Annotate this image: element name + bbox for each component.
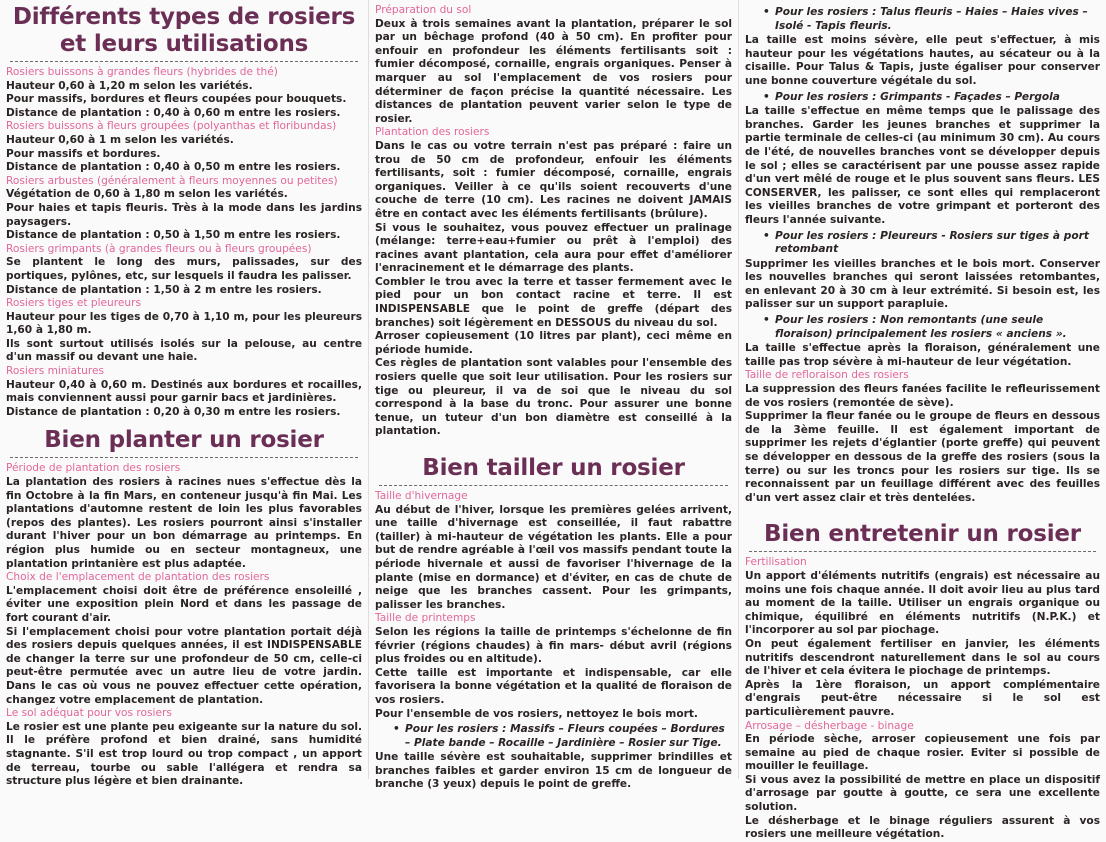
section-choix-emplacement (6, 571, 362, 707)
spacer (375, 439, 732, 455)
section-buissons-grandes-fleurs (6, 66, 362, 120)
paragraph: Arroser copieusement (10 litres par plant), ceci même en période humide. (375, 330, 732, 356)
types-title-line1: Différents types de rosiers (12, 4, 356, 30)
paragraph: Selon les régions la taille de printemps s'échelonne de fin février (régions chaudes) à fin mars- début avril (régions plus froides ou en altitude). (375, 625, 732, 666)
paragraph: Une taille sévère est souhaitable, supprimer brindilles et branches faibles et garder environ 15 cm de longueur de branche (3 yeux) depuis le point de greffe. (375, 751, 732, 791)
subheading: Le sol adéquat pour vos rosiers (6, 707, 172, 720)
section-taille-printemps (375, 612, 732, 792)
paragraph: Cette taille est importante et indispensable, car elle favorisera la bonne végétation et la qualité de floraison de vos rosiers. (375, 666, 732, 706)
subheading: Taille de refloraison des rosiers (745, 369, 909, 382)
paragraph: Hauteur 0,40 à 0,60 m. Destinés aux bordures et rocailles, mais conviennent aussi pour garnir bacs et jardinières. (6, 378, 362, 405)
section-periode-plantation (6, 462, 362, 571)
bullet-item: • Pour les rosiers : Non remontants (une seule floraison) principalement les rosiers « anciens ». (745, 314, 1100, 341)
section-preparation-sol (375, 4, 732, 126)
paragraph: Pour massifs, bordures et fleurs coupées pour bouquets. (6, 93, 347, 106)
subheading: Arrosage – désherbage - binage (745, 719, 914, 732)
paragraph: Ces règles de plantation sont valables pour l'ensemble des rosiers quelle que soit leur utilisation. Pour les rosiers sur tige ou pleureur, il va de soi que le niveau du sol correspond à la base du tronc. Pour assurer une bonne tenue, un tuteur d'un bon diamètre est conseillé à la plantation. (375, 357, 732, 438)
paragraph: Pour l'ensemble de vos rosiers, nettoyez le bois mort. (375, 707, 698, 720)
paragraph: Végétation de 0,60 à 1,80 m selon les variétés. (6, 188, 288, 201)
dashed-divider (749, 551, 1096, 552)
paragraph: La plantation des rosiers à racines nues s'effectue dès la fin Octobre à la fin Mars, en conteneur jusqu'à fin Mai. Les plantations d'automne restent de loin les plus favorables (repos des plantes). Les rosiers pourront ainsi s'installer durant l'hiver pour un bon démarrage au printemps. En région plus humide ou en secteur montagneux, une plantation printanière est plus adaptée. (6, 476, 362, 570)
bullet-item: • Pour les rosiers : Pleureurs - Rosiers sur tiges à port retombant (745, 230, 1100, 257)
paragraph: Supprimer les vieilles branches et le bois mort. Conserver les nouvelles branches qui seront laissées retombantes, en enlevant 20 à 30 cm à leur extrémité. Si besoin est, les palisser sur un support parapluie. (745, 257, 1100, 311)
paragraph: Pour haies et tapis fleuris. Très à la mode dans les jardins paysagers. (6, 201, 362, 228)
column-1 (0, 0, 368, 788)
paragraph: Distance de plantation : 0,40 à 0,50 m entre les rosiers. (6, 161, 341, 174)
paragraph: La taille s'effectue en même temps que le palissage des branches. Garder les jeunes branches et supprimer la partie terminale de celles-ci (au minimum 30 cm). Au cours de l'été, de nouvelles branches vont se développer depuis le sol ; elles se caractérisent par une pousse assez rapide d'un vert mêlé de rouge et le plus souvent sans fleurs. LES CONSERVER, les palisser, ce sont elles qui remplaceront les vieilles branches de votre grimpant et porteront des fleurs l'année suivante. (745, 105, 1100, 226)
subheading: Rosiers buissons à grandes fleurs (hybrides de thé) (6, 66, 278, 78)
paragraph: Combler le trou avec la terre et tasser fermement avec le pied pour un bon contact racine et terre. Il est INDISPENSABLE que le point de greffe (départ des branches) soit légèrement en DESSOUS du niveau du sol. (375, 275, 732, 329)
spacer (6, 419, 362, 427)
section-tiges-pleureurs (6, 297, 362, 365)
subheading: Préparation du sol (375, 4, 472, 16)
paragraph: Un apport d'éléments nutritifs (engrais) est nécessaire au moins une fois chaque année. Il doit avoir lieu au plus tard au moment de la taille. Utiliser un engrais organique ou chimique, équilibré en éléments nutritifs (N.P.K.) et l'incorporer au sol par piochage. (745, 569, 1100, 637)
paragraph: L'emplacement choisi doit être de préférence ensoleillé , éviter une exposition plein Nord et dans les passage de fort courant d'air. (6, 584, 362, 624)
paragraph: Hauteur pour les tiges de 0,70 à 1,10 m, pour les pleureurs 1,60 à 1,80 m. (6, 310, 362, 337)
column-2 (368, 0, 738, 791)
section-arbustes (6, 175, 362, 243)
dashed-divider (10, 457, 358, 458)
subheading: Choix de l'emplacement de plantation des rosiers (6, 571, 270, 584)
paragraph: La taille s'effectue après la floraison, généralement une taille pas trop sévère à mi-hauteur de leur végétation. (745, 342, 1100, 368)
paragraph: Deux à trois semaines avant la plantation, préparer le sol par un bêchage profond (40 à 50 cm). En profiter pour enfouir en profondeur les éléments fertilisants soit : fumier décomposé, cornaille, engrais organiques. Penser à marquer au sol l'emplacement de vos rosiers pour déterminer de façon précise la quantité nécessaire. Les distances de plantation peuvent varier selon le type de rosier. (375, 17, 732, 125)
column-3 (738, 0, 1106, 841)
paragraph: Supprimer la fleur fanée ou le groupe de fleurs en dessous de la 3ème feuille. Il est également important de supprimer les rejets d'églantier (porte greffe) qui peuvent se développer en dessous de la greffe des rosiers (sous la terre) ou sur les troncs pour les rosiers sur tige. Ils se reconnaissent par un feuillage différent avec des feuilles d'un vert assez clair et très dentelées. (745, 410, 1100, 504)
section-buissons-fleurs-groupees (6, 120, 362, 174)
section-sol-adequat (6, 707, 362, 789)
subheading: Rosiers tiges et pleureurs (6, 297, 141, 310)
paragraph: Distance de plantation : 0,50 à 1,50 m entre les rosiers. (6, 229, 341, 242)
paragraph: Si vous le souhaitez, vous pouvez effectuer un pralinage (mélange: terre+eau+fumier ou prêt à l'emploi) des racines avant plantation, cela aura pour effet d'améliorer l'enracinement et le démarrage des plants. (375, 221, 732, 275)
paragraph: Distance de plantation : 0,40 à 0,60 m entre les rosiers. (6, 106, 341, 119)
paragraph: Le rosier est une plante peu exigeante sur la nature du sol. Il le préfère profond et bien drainé, sans humidité stagnante. S'il est trop lourd ou trop compact , un apport de terreau, tourbe ou sable l'allégera et rendra sa structure plus légère et bien drainante. (6, 720, 362, 788)
entretenir-title-block (745, 521, 1100, 552)
section-plantation-rosiers (375, 126, 732, 439)
section-grimpants (6, 243, 362, 297)
tailler-title: Bien tailler un rosier (422, 455, 685, 481)
paragraph: Si l'emplacement choisi pour votre plantation portait déjà des rosiers depuis quelques années, il est INDISPENSABLE de changer la terre sur une profondeur de 50 cm, celle-ci peut-être permutée avec un autre lieu de votre jardin. Dans le cas où vous ne pouvez effectuer cette opération, changez votre emplacement de plantation. (6, 625, 362, 706)
subheading: Rosiers arbustes (généralement à fleurs moyennes ou petites) (6, 174, 338, 187)
types-title-line2: et leurs utilisations (59, 31, 309, 57)
planter-title: Bien planter un rosier (44, 427, 324, 454)
paragraph: Se plantent le long des murs, palissades, sur des portiques, pylônes, etc, sur lesquels il faudra les palisser. (6, 256, 362, 282)
spacer (745, 505, 1100, 521)
paragraph: Si vous avez la possibilité de mettre en place un dispositif d'arrosage par goutte à goutte, ce sera une excellente solution. (745, 773, 1100, 814)
bullet-item: • Pour les rosiers : Talus fleuris – Haies – Haies vives – Isolé - Tapis fleuris. (745, 6, 1100, 33)
tailler-title-block (375, 455, 732, 486)
paragraph: La suppression des fleurs fanées facilite le refleurissement de vos rosiers (remontée de sève). (745, 383, 1100, 409)
paragraph: Pour massifs et bordures. (6, 147, 161, 160)
bullet-item: • Pour les rosiers : Grimpants - Façades – Pergola (745, 91, 1100, 105)
subheading: Plantation des rosiers (375, 126, 490, 139)
paragraph: Hauteur 0,60 à 1,20 m selon les variétés. (6, 79, 253, 92)
paragraph: Distance de plantation : 0,20 à 0,30 m entre les rosiers. (6, 405, 341, 418)
section-arrosage (745, 720, 1100, 842)
entretenir-title: Bien entretenir un rosier (764, 521, 1081, 548)
section-taille-hivernage (375, 490, 732, 612)
paragraph: Dans le cas ou votre terrain n'est pas préparé : faire un trou de 50 cm de profondeur, enfouir les éléments fertilisants, soit : fumier décomposé, cornaille, engrais organiques. Veiller à ce qu'ils soient recouverts d'une couche de terre (10 cm). Les racines ne doivent JAMAIS être en contact avec les éléments fertilisants (brûlure). (375, 139, 732, 220)
paragraph: Le désherbage et le binage réguliers assurent à vos rosiers une meilleure végétation. (745, 814, 1100, 841)
section-fertilisation (745, 556, 1100, 719)
types-title-block (6, 4, 362, 62)
subheading: Rosiers grimpants (à grandes fleurs ou à fleurs groupées) (6, 242, 312, 255)
dashed-divider (10, 61, 358, 62)
paragraph: On peut également fertiliser en janvier, les éléments nutritifs descendront naturellement dans le sol au cours de l'hiver et cela évitera le piochage de printemps. (745, 637, 1100, 678)
subheading: Période de plantation des rosiers (6, 462, 181, 475)
dashed-divider (379, 485, 728, 486)
bullet-item: • Pour les rosiers : Massifs – Fleurs coupées – Bordures – Plate bande – Rocaille – Jardinière – Rosier sur Tige. (375, 723, 732, 750)
paragraph: Distance de plantation : 1,50 à 2 m entre les rosiers. (6, 283, 322, 296)
paragraph: Après la 1ère floraison, un apport complémentaire d'engrais peut-être nécessaire si le sol est particulièrement pauvre. (745, 678, 1100, 718)
section-miniatures (6, 365, 362, 419)
paragraph: Hauteur 0,60 à 1 m selon les variétés. (6, 133, 234, 146)
paragraph: La taille est moins sévère, elle peut s'effectuer, à mis hauteur pour les végétations hautes, au sécateur ou à la cisaille. Pour Talus & Tapis, juste égaliser pour conserver une bonne couverture végétale du sol. (745, 34, 1100, 87)
subheading: Taille de printemps (375, 612, 476, 625)
planter-title-block (6, 427, 362, 458)
paragraph: En période sèche, arroser copieusement une fois par semaine au pied de chaque rosier. Eviter si possible de mouiller le feuillage. (745, 733, 1100, 773)
subheading: Rosiers miniatures (6, 365, 105, 378)
section-taille-refloraison (745, 369, 1100, 505)
subheading: Fertilisation (745, 556, 807, 569)
subheading: Taille d'hivernage (375, 490, 468, 502)
subheading: Rosiers buissons à fleurs groupées (polyanthas et floribundas) (6, 120, 337, 133)
paragraph: Ils sont surtout utilisés isolés sur la pelouse, au centre d'un massif ou devant une haie. (6, 337, 362, 364)
paragraph: Au début de l'hiver, lorsque les premières gelées arrivent, une taille d'hivernage est conseillée, il faut rabattre (tailler) à mi-hauteur de végétation les plants. Elle a pour but de rendre agréable à l'œil vos massifs pendant toute la période hivernale et aussi de favoriser l'hivernage de la plante (mise en dormance) et d'éviter, en cas de chute de neige que les branches cassent. Pour les grimpants, palisser les branches. (375, 503, 732, 611)
